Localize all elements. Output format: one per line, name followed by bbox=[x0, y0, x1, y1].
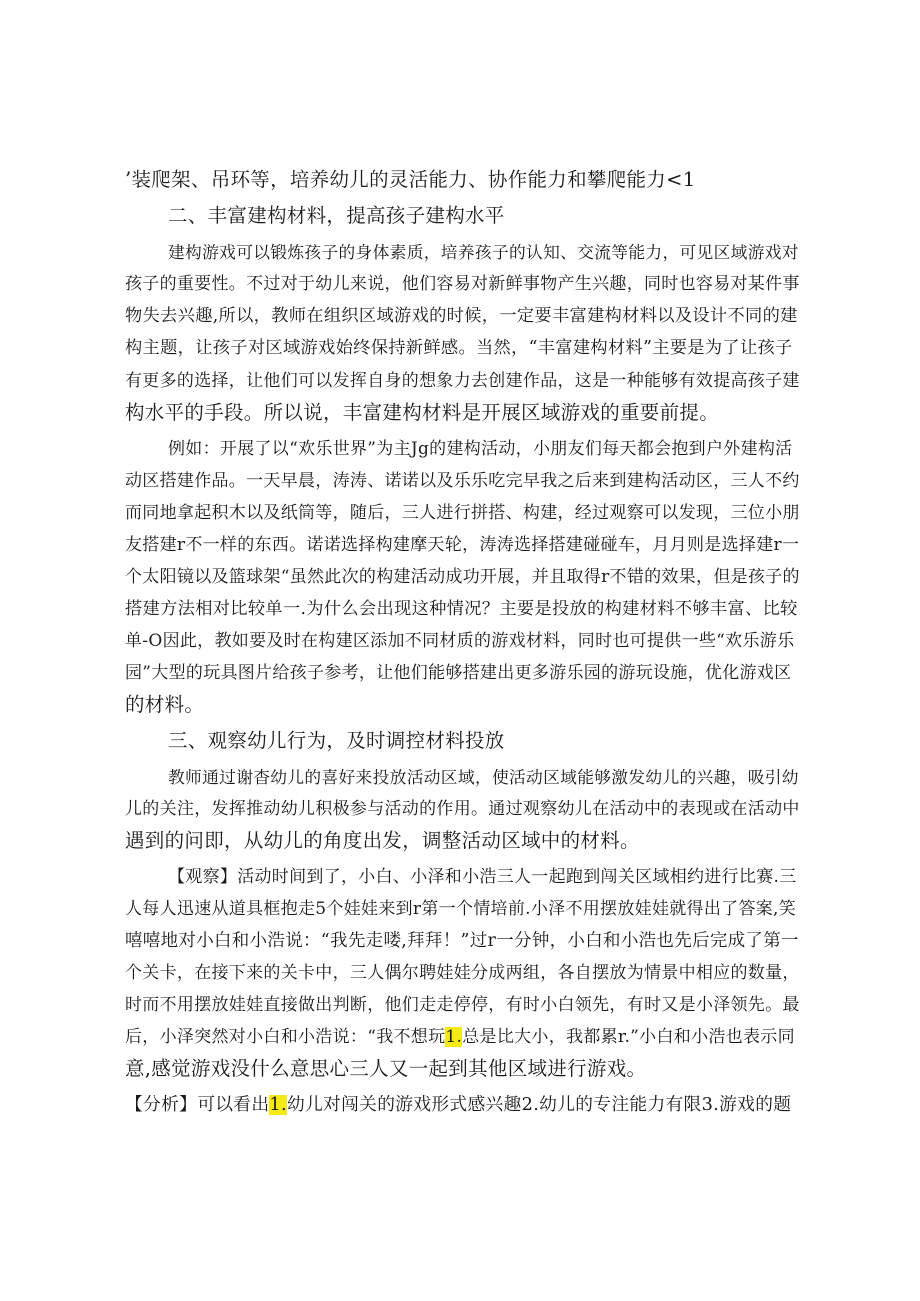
text-line: 遇到的问即，从幼儿的角度出发，调整活动区域中的材料。 bbox=[125, 829, 640, 852]
text-line: 园”大型的玩具图片给孩子参考，让他们能够搭建出更多游乐园的游玩设施，优化游戏区 bbox=[125, 663, 792, 683]
text-line: 【观察】活动时间到了，小白、小泽和小浩三人一起跑到闯关区域相约进行比赛.三 bbox=[168, 867, 797, 887]
text-line: 意,感觉游戏没什么意思心三人又一起到其他区域进行游戏。 bbox=[125, 1057, 647, 1080]
text-line bbox=[125, 1093, 791, 1117]
text-run: 后，小泽突然对小白和小浩说：“我不想玩 bbox=[125, 1027, 446, 1047]
text-line: 孩子的重要性。不过对于幼儿来说，他们容易对新鲜事物产生兴趣，同时也容易对某件事 bbox=[125, 274, 800, 294]
text-run: 幼儿对闯关的游戏形式感兴趣2.幼儿的专注能力有限3.游戏的题 bbox=[286, 1095, 792, 1115]
text-line: 教师通过谢杳幼儿的喜好来投放活动区域，使活动区域能够激发幼儿的兴趣，吸引幼 bbox=[168, 767, 799, 787]
text-line: 的材料。 bbox=[125, 693, 205, 716]
text-line: 嘻嘻地对小白和小浩说：“我先走喽,拜拜！”过r一分钟，小白和小浩也先后完成了第一 bbox=[125, 931, 799, 951]
text-line: ’装爬架、吊环等，培养幼儿的灵活能力、协作能力和攀爬能力<1 bbox=[125, 168, 696, 191]
text-line: 搭建方法相对比较单一.为什么会出现这种情况？主要是投放的构建材料不够丰富、比较 bbox=[125, 599, 798, 619]
text-line: 例如：开展了以“欢乐世界”为主Jg的建构活动，小朋友们每天都会抱到户外建构活 bbox=[168, 439, 793, 459]
highlighted-number: 1. bbox=[269, 1095, 287, 1115]
text-run: 总是比大小，我都累r.”小白和小浩也表示同 bbox=[462, 1027, 795, 1047]
text-line: 儿的关注，发挥推动幼儿积极参与活动的作用。通过观察幼儿在活动中的表现或在活动中 bbox=[125, 799, 800, 819]
text-line: 构水平的手段。所以说，丰富建构材料是开展区域游戏的重要前提。 bbox=[125, 401, 720, 424]
text-line: 构主题，让孩子对区域游戏始终保持新鲜感。当然，“丰富建构材料”主要是为了让孩子 bbox=[125, 338, 793, 358]
text-line: 个太阳镜以及篮球架“虽然此次的构建活动成功开展，并且取得r不错的效果，但是孩子的 bbox=[125, 567, 800, 587]
text-line: 单-O因此，教如要及时在构建区添加不同材质的游戏材料，同时也可提供一些“欢乐游乐 bbox=[125, 631, 795, 651]
highlighted-number: 1. bbox=[445, 1027, 463, 1047]
text-line: 时而不用摆放娃娃直接做出判断，他们走走停停，有时小白领先，有时又是小泽领先。最 bbox=[125, 995, 800, 1015]
section-heading: 三、观察幼儿行为，及时调控材料投放 bbox=[168, 729, 505, 752]
text-line bbox=[125, 1025, 795, 1049]
text-line: 有更多的选择，让他们可以发挥自身的想象力去创建作品，这是一种能够有效提高孩子建 bbox=[125, 371, 800, 391]
text-line: 物失去兴趣,所以，教师在组织区域游戏的时候，一定要丰富建构材料以及设计不同的建 bbox=[125, 306, 798, 326]
text-run: 【分析】可以看出 bbox=[125, 1095, 270, 1115]
text-line: 人每人迅速从道具框抱走5个娃娃来到r第一个情培前.小泽不用摆放娃娃就得出了答案,笑 bbox=[125, 899, 797, 919]
text-line: 友搭建r不一样的东西。诺诺选择构建摩天轮，涛涛选择搭建碰碰车，月月则是选择建r一 bbox=[125, 535, 800, 555]
section-heading: 二、丰富建构材料，提高孩子建构水平 bbox=[168, 204, 505, 227]
text-line: 个关卡，在接下来的关卡中，三人偶尔聘娃娃分成两组，各自摆放为情景中相应的数量， bbox=[125, 963, 800, 983]
text-line: 动区搭建作品。一天早晨，涛涛、诺诺以及乐乐吃完早我之后来到建构活动区，三人不约 bbox=[125, 471, 800, 491]
text-line: 而同地拿起积木以及纸筒等，随后，三人进行拼搭、构建，经过观察可以发现，三位小朋 bbox=[125, 503, 800, 523]
text-line: 建构游戏可以锻炼孩子的身体素质，培养孩子的认知、交流等能力，可见区域游戏对 bbox=[168, 242, 799, 262]
